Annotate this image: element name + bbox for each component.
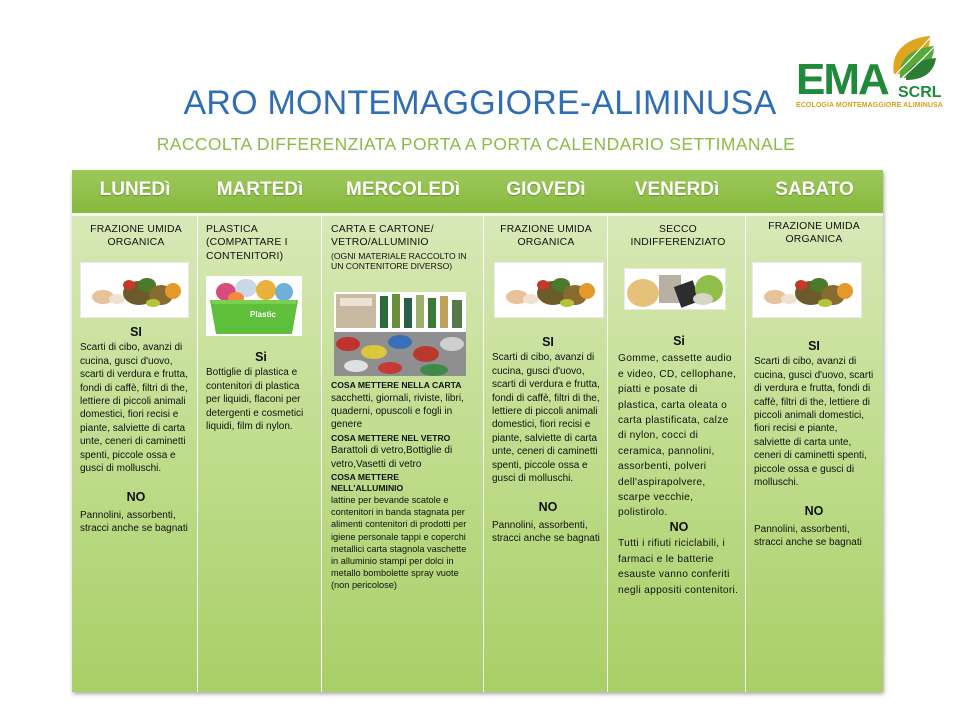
glass-text: Barattoli di vetro,Bottiglie di vetro,Vasetti di vetro [331, 445, 453, 470]
fraction-label: FRAZIONE UMIDA ORGANICA [768, 221, 860, 246]
organic-waste-image [80, 262, 189, 318]
fraction-label: PLASTICA (COMPATTARE I CONTENITORI) [206, 224, 288, 262]
bin-label: Plastic [250, 310, 276, 319]
friday-details [618, 335, 740, 598]
fraction-label: FRAZIONE UMIDA ORGANICA [90, 224, 182, 249]
thursday-details [492, 336, 604, 546]
column-friday [618, 218, 738, 250]
no-text: Pannolini, assorbenti, stracci anche se bagnati [492, 519, 600, 545]
no-text: Pannolini, assorbenti, stracci anche se bagnati [80, 509, 188, 535]
monday-details [80, 326, 192, 536]
si-label: SI [542, 335, 554, 349]
organic-waste-image [494, 262, 604, 318]
paper-heading: COSA METTERE NELLA CARTA [331, 380, 462, 390]
aluminium-text: lattine per bevande scatole e contenitori in banda stagnata per alimenti contenitori di prodotti per igiene personale tappi e coperchi metallici carta stagnola vaschette in alluminio stampi per dolci in metallo bombolette spray vuote (non pericolose) [331, 495, 467, 591]
fraction-label: SECCO INDIFFERENZIATO [630, 224, 726, 249]
fraction-label: FRAZIONE UMIDA ORGANICA [500, 224, 592, 249]
column-saturday [754, 218, 874, 247]
wednesday-details [331, 380, 481, 592]
column-divider [197, 216, 198, 692]
si-text: Scarti di cibo, avanzi di cucina, gusci d'uovo, scarti di verdura e frutta, fondi di caffè, filtri di the, lettiere di piccoli animali domestici, fiori recisi e piante, salviette di carta unte, ceneri di caminetti spenti, piccole ossa e gusci di molluschi. [80, 342, 188, 475]
no-text: Tutti i rifiuti riciclabili, i farmaci e le batterie esauste vanno conferiti negli appositi contenitori. [618, 538, 739, 596]
column-divider [607, 216, 608, 692]
paper-text: sacchetti, giornali, riviste, libri, quaderni, opuscoli e fogli in genere [331, 392, 464, 431]
si-text: Scarti di cibo, avanzi di cucina, gusci d'uovo, scarti di verdura e frutta, fondi di caffè, filtri di the, lettiere di piccoli animali domestici, fiori recisi e piante, salviette di carta unte, ceneri di caminetti spenti, piccole ossa e gusci di molluschi. [492, 352, 600, 485]
fraction-note: (OGNI MATERIALE RACCOLTO IN UN CONTENITORE DIVERSO) [331, 250, 467, 272]
day-header-wednesday: MERCOLEDì [346, 179, 460, 200]
si-label: SI [130, 325, 142, 339]
day-header-thursday: GIOVEDì [506, 179, 586, 200]
si-text: Gomme, cassette audio e video, CD, cellophane, piatti e posate di plastica, carta oleata o carta plastificata, calze di nylon, cocci di ceramica, pannolini, assorbenti, polveri dell'aspirapolvere, scarpe vecchie, polistirolo. [618, 353, 737, 519]
column-wednesday [331, 218, 481, 272]
column-tuesday [206, 218, 316, 263]
day-header-tuesday: MARTEDì [216, 179, 304, 200]
page-subtitle: RACCOLTA DIFFERENZIATA PORTA A PORTA CALENDARIO SETTIMANALE [156, 134, 796, 154]
glass-heading: COSA METTERE NEL VETRO [331, 432, 451, 443]
day-header-saturday: SABATO [775, 179, 854, 200]
aluminium-heading: COSA METTERE NELL'ALLUMINIO [331, 472, 404, 493]
no-label: NO [538, 500, 558, 515]
column-monday [80, 218, 192, 250]
paper-glass-aluminium-image [334, 292, 466, 376]
logo-suffix: SCRL [898, 84, 942, 101]
column-divider [483, 216, 484, 692]
column-divider [745, 216, 746, 692]
day-header-friday: VENERDì [634, 179, 720, 200]
tuesday-details [206, 351, 316, 433]
si-text: Scarti di cibo, avanzi di cucina, gusci d'uovo, scarti di verdura e frutta, fondi di caffè, filtri di the, lettiere di piccoli animali domestici, fiori recisi e piante, salviette di carta unte, ceneri di caminetti spenti, piccole ossa e gusci di molluschi. [754, 356, 874, 489]
page-title: ARO MONTEMAGGIORE-ALIMINUSA [183, 84, 777, 122]
logo-wordmark: EMA [796, 55, 888, 104]
organic-waste-image [752, 262, 862, 318]
si-label: SI [808, 339, 820, 353]
saturday-details [754, 340, 874, 550]
mixed-waste-image [624, 268, 726, 310]
no-label: NO [126, 490, 146, 505]
no-label: NO [669, 519, 689, 534]
logo-tagline: ECOLOGIA MONTEMAGGIORE ALIMINUSA [796, 102, 943, 109]
table-header-row [72, 170, 883, 216]
column-divider [321, 216, 322, 692]
weekly-schedule-table [72, 170, 883, 692]
plastic-bin-image [206, 276, 302, 336]
si-label: Si [255, 350, 267, 364]
column-thursday [490, 218, 602, 250]
leaf-icon [886, 30, 938, 82]
fraction-label: CARTA E CARTONE/ VETRO/ALLUMINIO [331, 224, 434, 249]
si-label: Si [673, 334, 685, 348]
no-text: Pannolini, assorbenti, stracci anche se bagnati [754, 523, 862, 549]
ema-logo [792, 30, 942, 115]
day-header-monday: LUNEDì [99, 179, 171, 200]
no-label: NO [804, 504, 824, 519]
si-text: Bottiglie di plastica e contenitori di plastica per liquidi, flaconi per detergenti e cosmetici liquidi, film di nylon. [206, 367, 304, 433]
